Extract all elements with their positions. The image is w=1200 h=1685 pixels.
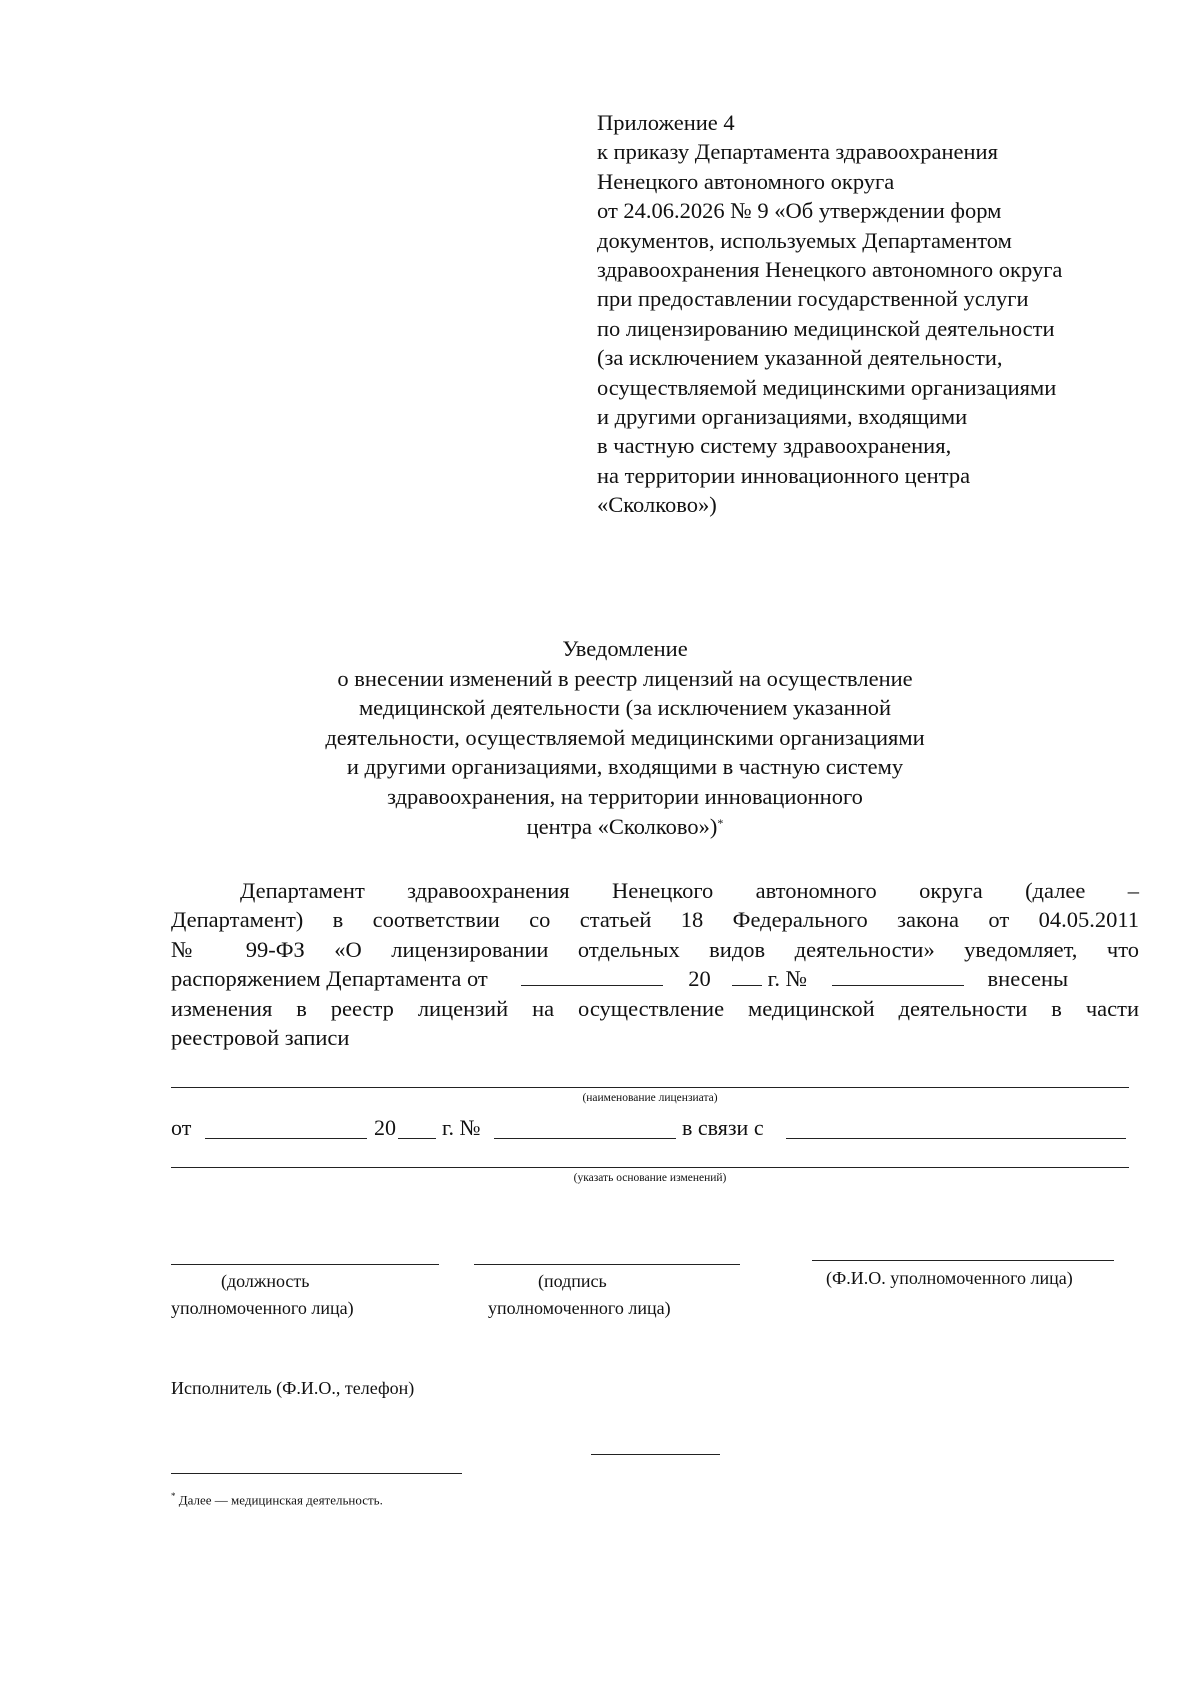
- licensee-caption: (наименование лицензиата): [582, 1092, 718, 1104]
- footnote-separator: [171, 1473, 462, 1474]
- title-line: о внесении изменений в реестр лицензий на осуществление: [337, 665, 913, 691]
- row-year-line[interactable]: [398, 1138, 436, 1139]
- body-line-2: Департамент) в соответствии со статьей 18 Федерального закона от 04.05.2011: [171, 907, 1139, 932]
- title-line: медицинской деятельности (за исключением указанной: [358, 695, 892, 721]
- signature-caption-line: (подпись: [538, 1271, 607, 1291]
- end-mark-line: [591, 1454, 720, 1455]
- body-line-3: № 99-ФЗ «О лицензировании отдельных видов деятельности» уведомляет, что: [171, 937, 1139, 962]
- body-line-4-end: внесены: [987, 966, 1069, 991]
- position-caption-line: уполномоченного лица): [171, 1298, 354, 1318]
- annex-line: в частную систему здравоохранения,: [597, 433, 952, 459]
- executor-label: Исполнитель (Ф.И.О., телефон): [171, 1378, 415, 1398]
- annex-line: от 24.06.2026 № 9 «Об утверждении форм: [597, 198, 1002, 224]
- signature-caption: [488, 1268, 671, 1322]
- position-line[interactable]: [171, 1264, 439, 1265]
- row-g-no-label: г. №: [442, 1115, 481, 1140]
- annex-line: к приказу Департамента здравоохранения: [597, 139, 998, 165]
- annex-line: осуществляемой медицинскими организациями: [597, 374, 1057, 400]
- annex-header: [597, 108, 1157, 520]
- signature-caption-line: уполномоченного лица): [488, 1298, 671, 1318]
- annex-line: документов, используемых Департаментом: [597, 227, 1012, 253]
- footnote: [171, 1491, 383, 1508]
- annex-line: (за исключением указанной деятельности,: [597, 345, 1003, 371]
- row-number-line[interactable]: [494, 1138, 676, 1139]
- position-caption: [171, 1268, 354, 1322]
- title-line-last: [200, 812, 1050, 842]
- document-title: [200, 634, 1050, 841]
- row-due-to-line[interactable]: [786, 1138, 1126, 1139]
- body-line-4: [171, 964, 1139, 994]
- annex-line: «Сколково»): [597, 492, 717, 518]
- title-line: здравоохранения, на территории инновационного: [387, 783, 863, 809]
- body-line-5: изменения в реестр лицензий на осуществление медицинской деятельности в части: [171, 996, 1139, 1021]
- footnote-mark: *: [171, 1491, 176, 1501]
- title-line: деятельности, осуществляемой медицинскими организациями: [325, 724, 925, 750]
- annex-line: на территории инновационного центра: [597, 462, 971, 488]
- annex-line: при предоставлении государственной услуги: [597, 286, 1029, 312]
- position-caption-line: (должность: [221, 1271, 310, 1291]
- title-line: центра «Сколково»): [526, 813, 718, 839]
- row-due-to-label: в связи с: [682, 1115, 764, 1140]
- reason-line[interactable]: [171, 1167, 1129, 1168]
- annex-line: Приложение 4: [597, 110, 735, 135]
- annex-line: и другими организациями, входящими: [597, 404, 968, 430]
- footnote-text: Далее — медицинская деятельность.: [178, 1492, 383, 1508]
- date-field[interactable]: [521, 984, 663, 986]
- row-from-label: от: [171, 1115, 192, 1140]
- footnote-mark: *: [717, 815, 724, 830]
- name-line[interactable]: [812, 1260, 1114, 1261]
- year-prefix: 20: [688, 966, 711, 991]
- row-date-line[interactable]: [205, 1138, 367, 1139]
- row-year-label: 20: [374, 1115, 396, 1140]
- annex-line: Ненецкого автономного округа: [597, 168, 895, 194]
- body-line-1: Департамент здравоохранения Ненецкого автономного округа (далее –: [240, 878, 1139, 903]
- licensee-line[interactable]: [171, 1087, 1129, 1088]
- order-number-field[interactable]: [832, 984, 964, 986]
- title-line: Уведомление: [562, 636, 688, 661]
- body-line-4-start: распоряжением Департамента от: [171, 966, 488, 991]
- year-field[interactable]: [732, 984, 762, 986]
- body-line-6: реестровой записи: [171, 1025, 350, 1050]
- name-caption: (Ф.И.О. уполномоченного лица): [826, 1268, 1073, 1288]
- signature-line[interactable]: [474, 1264, 740, 1265]
- reason-caption: (указать основание изменений): [573, 1172, 727, 1184]
- g-no-label: г. №: [767, 966, 808, 991]
- annex-line: здравоохранения Ненецкого автономного округа: [597, 257, 1063, 283]
- title-line: и другими организациями, входящими в частную систему: [346, 754, 904, 780]
- annex-line: по лицензированию медицинской деятельности: [597, 315, 1055, 341]
